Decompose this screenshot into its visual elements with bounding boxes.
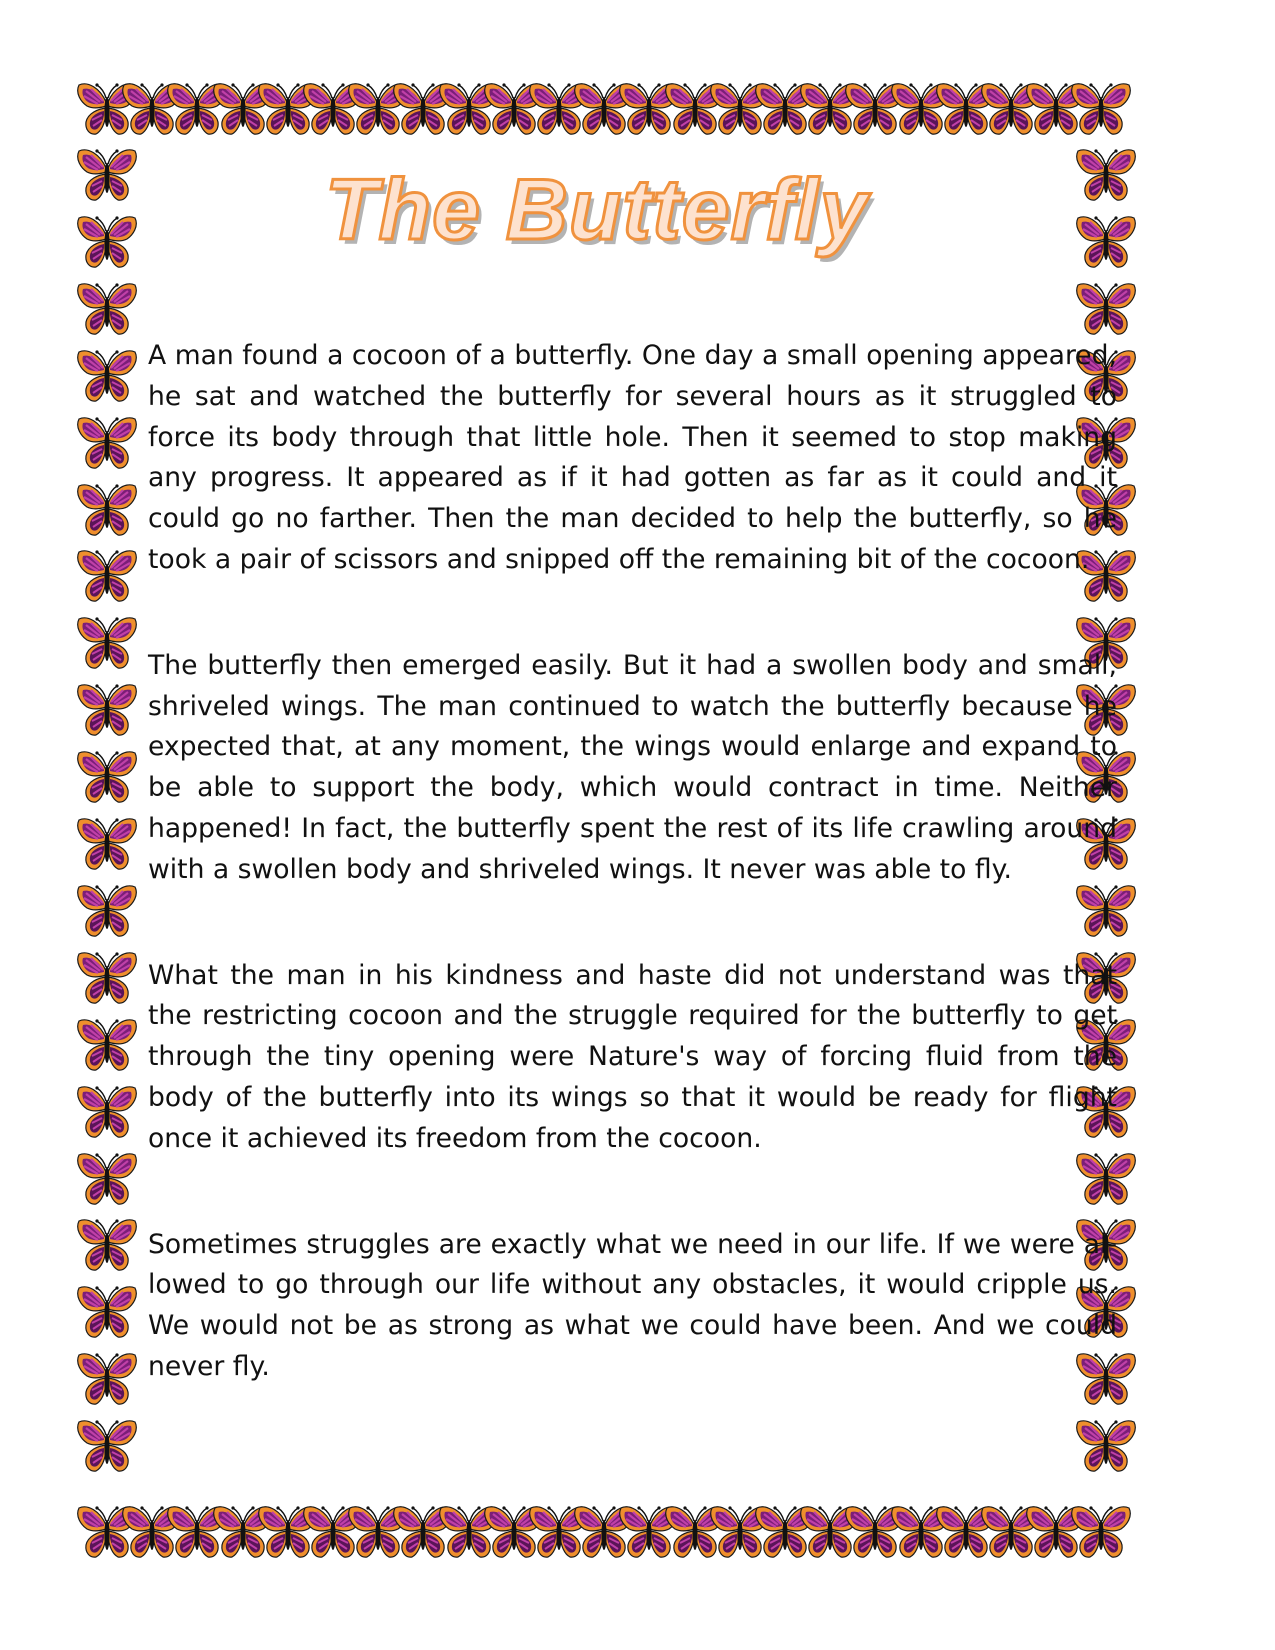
- page-title: The Butterfly: [325, 162, 869, 258]
- butterfly-icon: [76, 1018, 138, 1072]
- butterfly-icon: [76, 1419, 138, 1473]
- butterfly-icon: [76, 683, 138, 737]
- butterfly-icon: [1075, 148, 1137, 202]
- butterfly-icon: [76, 416, 138, 470]
- paragraph-3: What the man in his kindness and haste did not understand was that the restricting cocoon and the struggle required for the butterfly to get through the tiny opening were Nature's way of forcing fluid from the body of the butterfly into its wings so that it would be ready for flight once it achieved its freedom from the cocoon.: [148, 959, 1117, 1154]
- butterfly-icon: [1070, 1505, 1132, 1559]
- butterfly-icon: [76, 215, 138, 269]
- paragraph-4: Sometimes struggles are exactly what we need in our life. If we were allowed to go through our life without any obstacles, it would cripple us. We would not be as strong as what we could have been. And we could never fly.: [148, 1228, 1117, 1382]
- butterfly-icon: [76, 750, 138, 804]
- story-text: [148, 336, 1117, 1388]
- butterfly-icon: [76, 483, 138, 537]
- butterfly-icon: [76, 616, 138, 670]
- butterfly-icon: [1075, 1419, 1137, 1473]
- paragraph-2: The butterfly then emerged easily. But it had a swollen body and small, shriveled wings. The man continued to watch the butterfly because he expected that, at any moment, the wings would enlarge and expand to be able to support the body, which would contract in time. Neither happened! In fact, the butterfly spent the rest of its life crawling around with a swollen body and shriveled wings. It never was able to fly.: [148, 649, 1117, 885]
- paragraph-1: A man found a cocoon of a butterfly. One day a small opening appeared, he sat and watched the butterfly for several hours as it struggled to force its body through that little hole. Then it seemed to stop making any progress. It appeared as if it had gotten as far as it could and it could go no farther. Then the man decided to help the butterfly, so he took a pair of scissors and snipped off the remaining bit of the cocoon.: [148, 340, 1117, 575]
- butterfly-icon: [76, 884, 138, 938]
- butterfly-icon: [76, 549, 138, 603]
- butterfly-icon: [76, 1152, 138, 1206]
- butterfly-icon: [1075, 215, 1137, 269]
- butterfly-icon: [76, 282, 138, 336]
- butterfly-icon: [76, 817, 138, 871]
- butterfly-icon: [76, 148, 138, 202]
- butterfly-icon: [76, 951, 138, 1005]
- butterfly-icon: [76, 1285, 138, 1339]
- butterfly-icon: [76, 349, 138, 403]
- butterfly-icon: [76, 1218, 138, 1272]
- butterfly-icon: [76, 1085, 138, 1139]
- butterfly-icon: [76, 1352, 138, 1406]
- butterfly-icon: [1070, 82, 1132, 136]
- butterfly-icon: [1075, 282, 1137, 336]
